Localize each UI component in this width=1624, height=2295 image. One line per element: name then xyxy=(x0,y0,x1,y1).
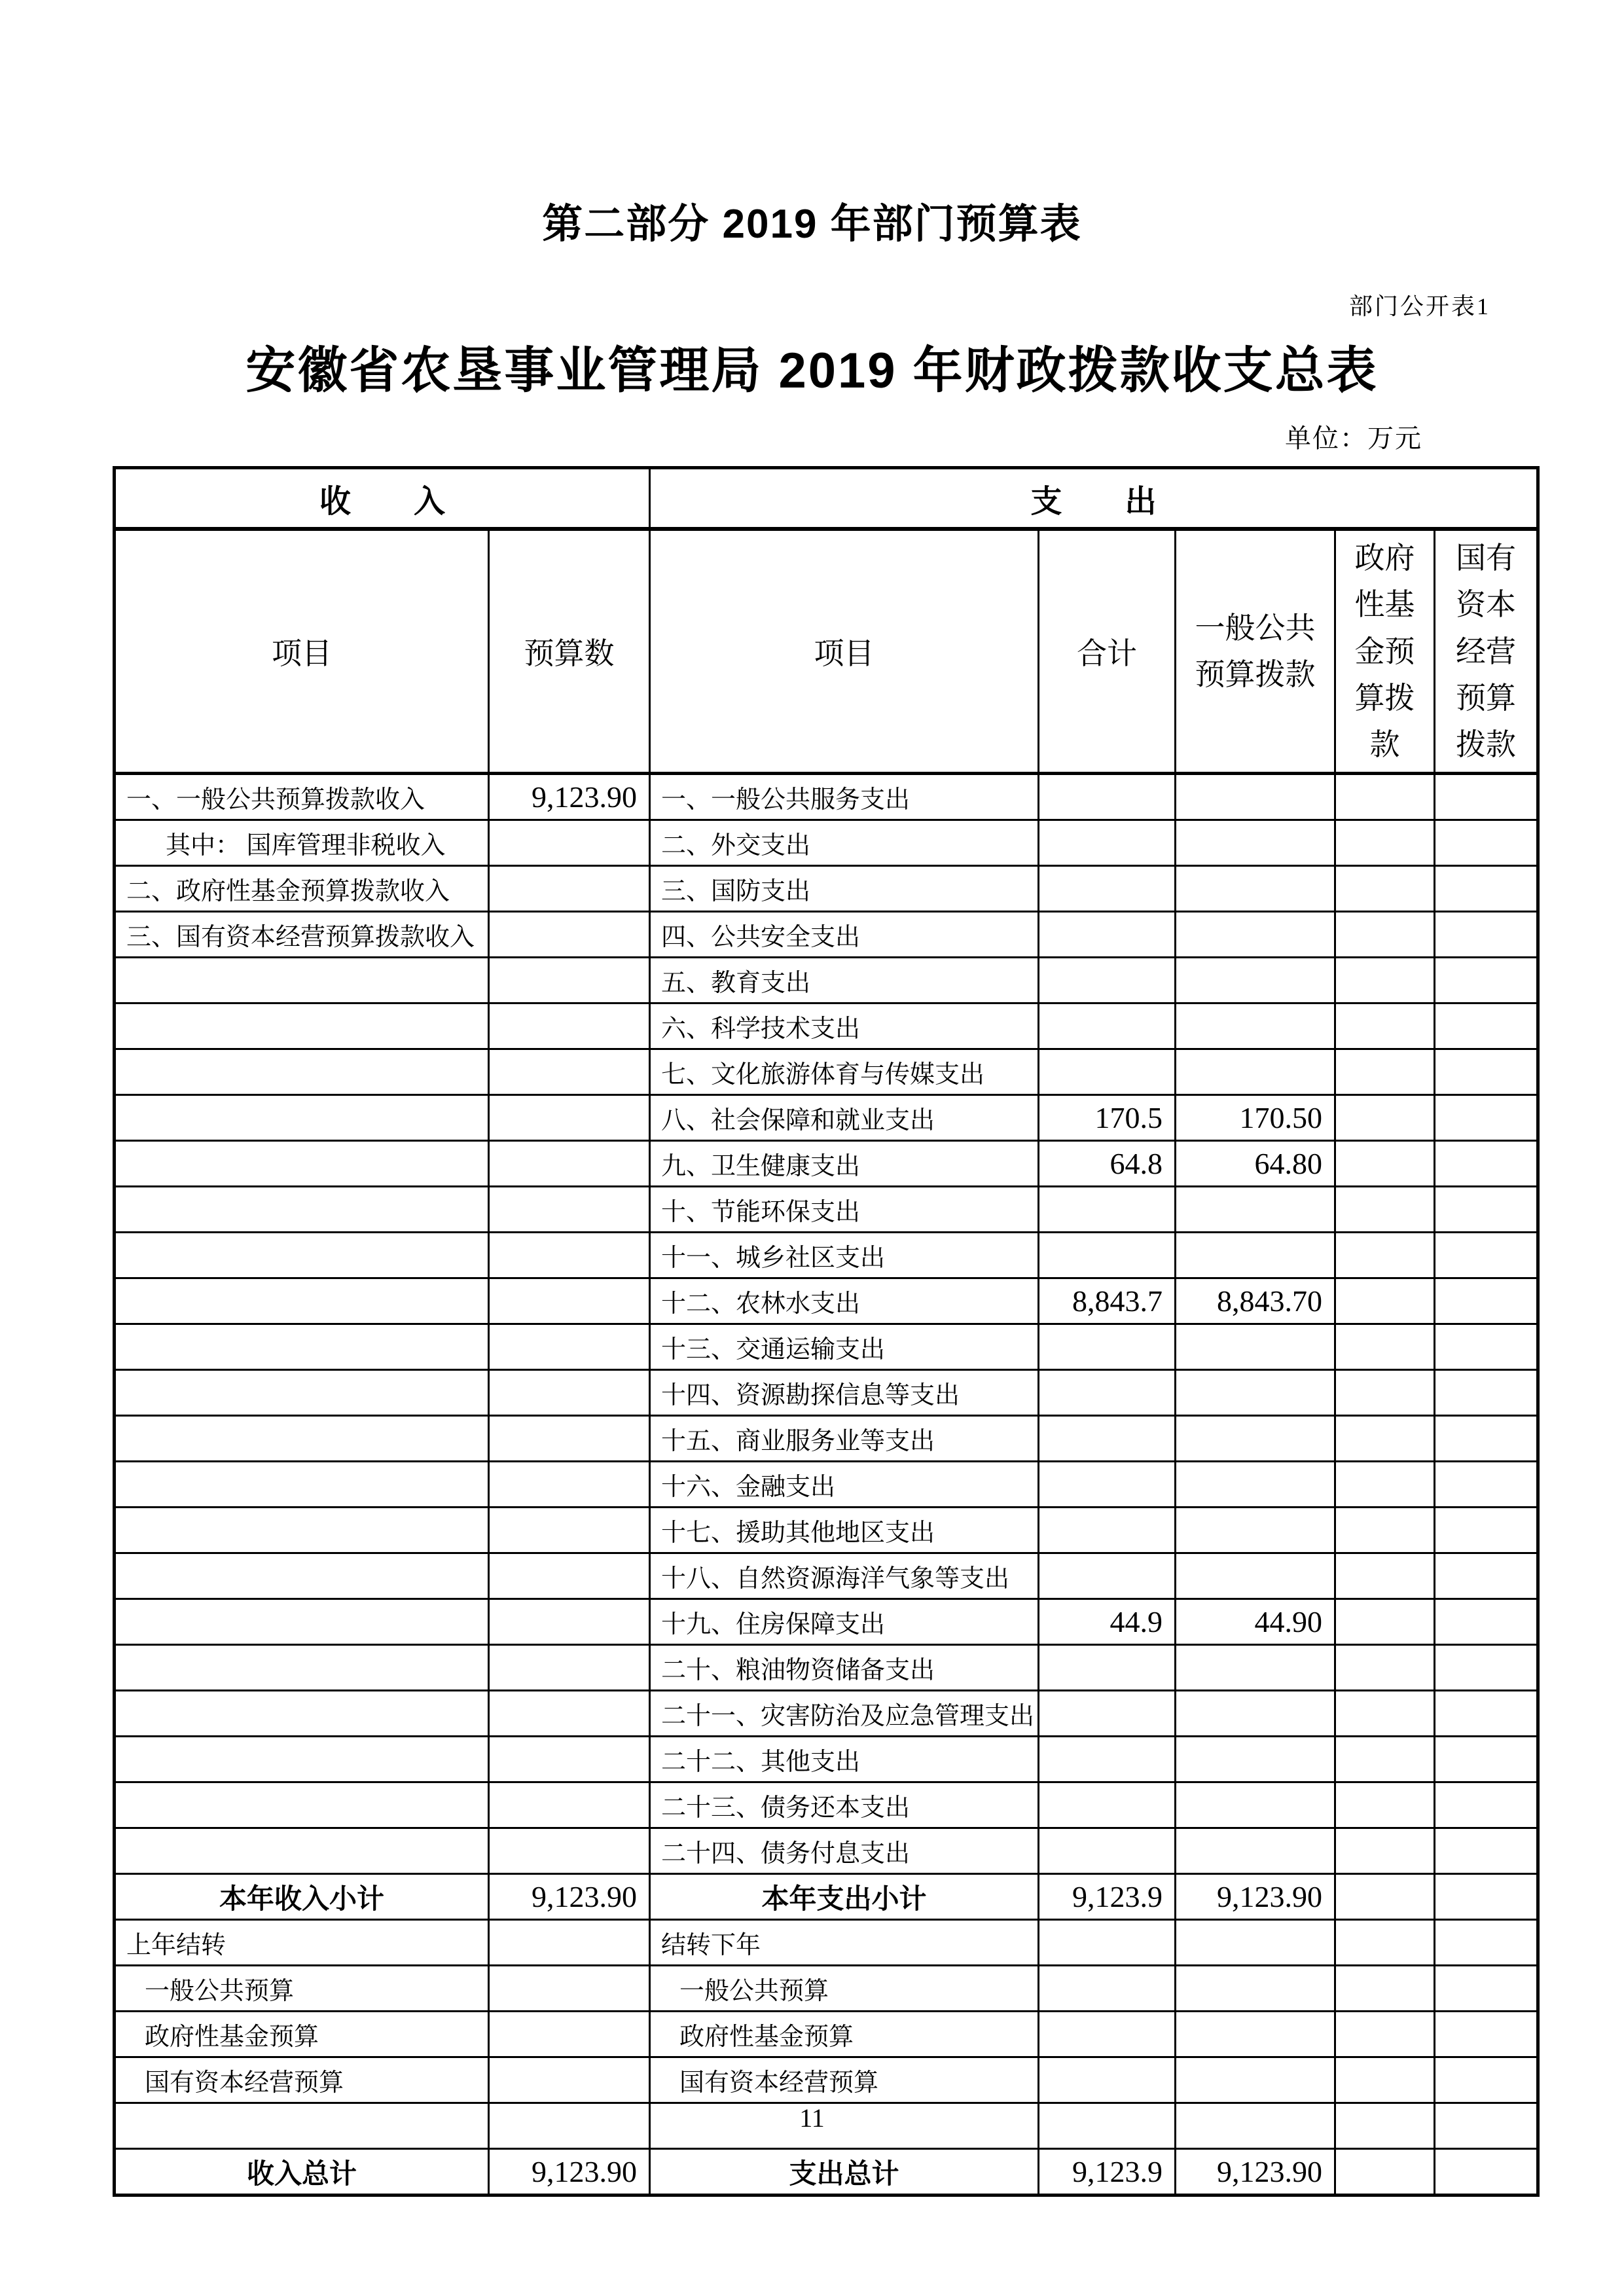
general-public-appropriation-cell: 8,843.70 xyxy=(1176,1278,1335,1324)
state-capital-appropriation-cell xyxy=(1435,1920,1538,1966)
state-capital-appropriation-cell xyxy=(1435,774,1538,820)
income-item-cell: 政府性基金预算 xyxy=(115,2012,489,2057)
table-row xyxy=(115,1553,1538,1599)
income-item-cell xyxy=(115,1416,489,1462)
government-fund-appropriation-cell xyxy=(1335,1095,1435,1141)
income-budget-cell xyxy=(489,1920,650,1966)
income-budget-cell xyxy=(489,1691,650,1737)
government-fund-appropriation-cell xyxy=(1335,1553,1435,1599)
table-row xyxy=(115,2057,1538,2103)
general-public-appropriation-cell xyxy=(1176,1828,1335,1874)
table-row xyxy=(115,1370,1538,1416)
expense-item-cell: 十九、住房保障支出 xyxy=(650,1599,1039,1645)
col-header-income-budget: 预算数 xyxy=(489,529,650,774)
general-public-appropriation-cell xyxy=(1176,1920,1335,1966)
government-fund-appropriation-cell xyxy=(1335,1874,1435,1920)
page-number: 11 xyxy=(799,2103,825,2133)
table-row xyxy=(115,1233,1538,1278)
state-capital-appropriation-cell xyxy=(1435,866,1538,912)
expense-item-cell: 二十一、灾害防治及应急管理支出 xyxy=(650,1691,1039,1737)
income-item-cell xyxy=(115,1828,489,1874)
table-row xyxy=(115,2012,1538,2057)
government-fund-appropriation-cell xyxy=(1335,1416,1435,1462)
income-budget-cell xyxy=(489,1003,650,1049)
income-budget-cell xyxy=(489,1233,650,1278)
state-capital-appropriation-cell xyxy=(1435,2057,1538,2103)
table-row xyxy=(115,1828,1538,1874)
government-fund-appropriation-cell xyxy=(1335,1187,1435,1233)
state-capital-appropriation-cell xyxy=(1435,1599,1538,1645)
income-budget-cell xyxy=(489,866,650,912)
income-budget-cell xyxy=(489,1828,650,1874)
table-row xyxy=(115,1187,1538,1233)
income-group-header: 收 入 xyxy=(115,468,650,530)
expense-total-cell: 44.9 xyxy=(1039,1599,1176,1645)
general-public-appropriation-cell: 64.80 xyxy=(1176,1141,1335,1187)
expense-total-cell: 8,843.7 xyxy=(1039,1278,1176,1324)
expense-item-cell: 十四、资源勘探信息等支出 xyxy=(650,1370,1039,1416)
income-budget-cell: 9,123.90 xyxy=(489,774,650,820)
expense-item-cell: 三、国防支出 xyxy=(650,866,1039,912)
government-fund-appropriation-cell xyxy=(1335,1003,1435,1049)
income-item-cell xyxy=(115,1095,489,1141)
expense-total-cell xyxy=(1039,820,1176,866)
general-public-appropriation-cell xyxy=(1176,1049,1335,1095)
table-row xyxy=(115,1324,1538,1370)
general-public-appropriation-cell xyxy=(1176,1324,1335,1370)
government-fund-appropriation-cell xyxy=(1335,912,1435,958)
table-row xyxy=(115,1920,1538,1966)
state-capital-appropriation-cell xyxy=(1435,1966,1538,2012)
income-item-cell xyxy=(115,1553,489,1599)
unit-note: 单位：万元 xyxy=(1285,424,1422,453)
state-capital-appropriation-cell xyxy=(1435,820,1538,866)
income-budget-cell xyxy=(489,2012,650,2057)
income-budget-cell: 9,123.90 xyxy=(489,2149,650,2196)
income-budget-cell xyxy=(489,1462,650,1508)
income-budget-cell xyxy=(489,958,650,1003)
general-public-appropriation-cell xyxy=(1176,1508,1335,1553)
table-row xyxy=(115,1508,1538,1553)
income-item-cell xyxy=(115,1141,489,1187)
government-fund-appropriation-cell xyxy=(1335,1462,1435,1508)
col-header-general-public-appropriation: 一般公共 预算拨款 xyxy=(1176,529,1335,774)
expense-group-header: 支 出 xyxy=(650,468,1538,530)
expense-item-cell: 国有资本经营预算 xyxy=(650,2057,1039,2103)
income-item-cell xyxy=(115,1645,489,1691)
general-public-appropriation-cell xyxy=(1176,1691,1335,1737)
general-public-appropriation-cell: 9,123.90 xyxy=(1176,2149,1335,2196)
general-public-appropriation-cell xyxy=(1176,1370,1335,1416)
state-capital-appropriation-cell xyxy=(1435,1049,1538,1095)
income-budget-cell xyxy=(489,1966,650,2012)
income-item-cell xyxy=(115,1599,489,1645)
expense-item-cell: 四、公共安全支出 xyxy=(650,912,1039,958)
table-row xyxy=(115,1691,1538,1737)
expense-total-cell xyxy=(1039,1645,1176,1691)
state-capital-appropriation-cell xyxy=(1435,958,1538,1003)
expense-item-cell: 八、社会保障和就业支出 xyxy=(650,1095,1039,1141)
state-capital-appropriation-cell xyxy=(1435,1370,1538,1416)
expense-item-cell: 政府性基金预算 xyxy=(650,2012,1039,2057)
income-item-cell: 本年收入小计 xyxy=(115,1874,489,1920)
income-item-cell xyxy=(115,1278,489,1324)
income-item-cell: 收入总计 xyxy=(115,2149,489,2196)
income-item-cell: 一般公共预算 xyxy=(115,1966,489,2012)
state-capital-appropriation-cell xyxy=(1435,1278,1538,1324)
expense-total-cell: 170.5 xyxy=(1039,1095,1176,1141)
expense-item-cell: 五、教育支出 xyxy=(650,958,1039,1003)
government-fund-appropriation-cell xyxy=(1335,958,1435,1003)
income-budget-cell xyxy=(489,1370,650,1416)
income-budget-cell xyxy=(489,2057,650,2103)
table-label: 部门公开表1 xyxy=(1348,293,1490,319)
government-fund-appropriation-cell xyxy=(1335,2012,1435,2057)
table-body xyxy=(115,774,1538,2196)
table-row xyxy=(115,1645,1538,1691)
expense-total-cell xyxy=(1039,2057,1176,2103)
general-public-appropriation-cell xyxy=(1176,1645,1335,1691)
general-public-appropriation-cell: 9,123.90 xyxy=(1176,1874,1335,1920)
government-fund-appropriation-cell xyxy=(1335,1645,1435,1691)
expense-total-cell xyxy=(1039,1828,1176,1874)
expense-item-cell: 一般公共预算 xyxy=(650,1966,1039,2012)
income-budget-cell xyxy=(489,1782,650,1828)
general-public-appropriation-cell xyxy=(1176,774,1335,820)
government-fund-appropriation-cell xyxy=(1335,1782,1435,1828)
expense-item-cell: 十三、交通运输支出 xyxy=(650,1324,1039,1370)
state-capital-appropriation-cell xyxy=(1435,1141,1538,1187)
income-budget-cell: 9,123.90 xyxy=(489,1874,650,1920)
expense-item-cell: 本年支出小计 xyxy=(650,1874,1039,1920)
expense-total-cell: 64.8 xyxy=(1039,1141,1176,1187)
table-row xyxy=(115,1095,1538,1141)
state-capital-appropriation-cell xyxy=(1435,1691,1538,1737)
table-row xyxy=(115,1874,1538,1920)
expense-item-cell: 结转下年 xyxy=(650,1920,1039,1966)
table-row xyxy=(115,2149,1538,2196)
expense-total-cell xyxy=(1039,1416,1176,1462)
general-public-appropriation-cell xyxy=(1176,958,1335,1003)
general-public-appropriation-cell xyxy=(1176,1462,1335,1508)
general-public-appropriation-cell xyxy=(1176,912,1335,958)
col-header-state-capital-appropriation: 国有资本经营预算拨款 xyxy=(1435,529,1538,774)
table-row xyxy=(115,1416,1538,1462)
expense-total-cell xyxy=(1039,1553,1176,1599)
general-public-appropriation-cell xyxy=(1176,1737,1335,1782)
state-capital-appropriation-cell xyxy=(1435,1416,1538,1462)
expense-total-cell xyxy=(1039,1324,1176,1370)
income-budget-cell xyxy=(489,912,650,958)
expense-total-cell xyxy=(1039,1508,1176,1553)
income-item-cell: 上年结转 xyxy=(115,1920,489,1966)
table-row xyxy=(115,866,1538,912)
expense-total-cell xyxy=(1039,1370,1176,1416)
col-header-government-fund-appropriation: 政府性基金预算拨款 xyxy=(1335,529,1435,774)
income-item-cell xyxy=(115,1233,489,1278)
income-budget-cell xyxy=(489,1141,650,1187)
expense-item-cell: 二、外交支出 xyxy=(650,820,1039,866)
table-row xyxy=(115,958,1538,1003)
state-capital-appropriation-cell xyxy=(1435,1645,1538,1691)
expense-total-cell xyxy=(1039,1782,1176,1828)
expense-total-cell xyxy=(1039,1737,1176,1782)
state-capital-appropriation-cell xyxy=(1435,1095,1538,1141)
income-item-cell xyxy=(115,1691,489,1737)
income-item-cell xyxy=(115,1462,489,1508)
income-item-cell xyxy=(115,1187,489,1233)
government-fund-appropriation-cell xyxy=(1335,1508,1435,1553)
expense-total-cell xyxy=(1039,1233,1176,1278)
col-header-expense-item: 项目 xyxy=(650,529,1039,774)
government-fund-appropriation-cell xyxy=(1335,820,1435,866)
table-row xyxy=(115,1003,1538,1049)
general-public-appropriation-cell xyxy=(1176,1003,1335,1049)
table-row xyxy=(115,1966,1538,2012)
income-budget-cell xyxy=(489,1049,650,1095)
expense-total-cell: 9,123.9 xyxy=(1039,2149,1176,2196)
general-public-appropriation-cell: 170.50 xyxy=(1176,1095,1335,1141)
state-capital-appropriation-cell xyxy=(1435,1782,1538,1828)
income-item-cell: 三、国有资本经营预算拨款收入 xyxy=(115,912,489,958)
expense-item-cell: 九、卫生健康支出 xyxy=(650,1141,1039,1187)
table-row xyxy=(115,1049,1538,1095)
state-capital-appropriation-cell xyxy=(1435,1003,1538,1049)
state-capital-appropriation-cell xyxy=(1435,1553,1538,1599)
income-item-cell xyxy=(115,1324,489,1370)
government-fund-appropriation-cell xyxy=(1335,1233,1435,1278)
income-budget-cell xyxy=(489,1416,650,1462)
expense-item-cell: 十、节能环保支出 xyxy=(650,1187,1039,1233)
general-public-appropriation-cell xyxy=(1176,1966,1335,2012)
state-capital-appropriation-cell xyxy=(1435,1233,1538,1278)
income-budget-cell xyxy=(489,1553,650,1599)
expense-total-cell xyxy=(1039,958,1176,1003)
expense-item-cell: 十七、援助其他地区支出 xyxy=(650,1508,1039,1553)
government-fund-appropriation-cell xyxy=(1335,1920,1435,1966)
government-fund-appropriation-cell xyxy=(1335,1828,1435,1874)
expense-total-cell xyxy=(1039,774,1176,820)
government-fund-appropriation-cell xyxy=(1335,1599,1435,1645)
state-capital-appropriation-cell xyxy=(1435,2149,1538,2196)
income-item-cell: 二、政府性基金预算拨款收入 xyxy=(115,866,489,912)
expense-item-cell: 支出总计 xyxy=(650,2149,1039,2196)
general-public-appropriation-cell: 44.90 xyxy=(1176,1599,1335,1645)
government-fund-appropriation-cell xyxy=(1335,1737,1435,1782)
government-fund-appropriation-cell xyxy=(1335,2057,1435,2103)
table-row xyxy=(115,1462,1538,1508)
income-budget-cell xyxy=(489,1508,650,1553)
government-fund-appropriation-cell xyxy=(1335,774,1435,820)
government-fund-appropriation-cell xyxy=(1335,2149,1435,2196)
expense-item-cell: 六、科学技术支出 xyxy=(650,1003,1039,1049)
government-fund-appropriation-cell xyxy=(1335,1141,1435,1187)
income-item-cell xyxy=(115,958,489,1003)
table-row xyxy=(115,912,1538,958)
expense-item-cell: 二十二、其他支出 xyxy=(650,1737,1039,1782)
general-public-appropriation-cell xyxy=(1176,1233,1335,1278)
state-capital-appropriation-cell xyxy=(1435,1462,1538,1508)
expense-item-cell: 二十三、债务还本支出 xyxy=(650,1782,1039,1828)
government-fund-appropriation-cell xyxy=(1335,866,1435,912)
income-item-cell xyxy=(115,1782,489,1828)
expense-item-cell: 十六、金融支出 xyxy=(650,1462,1039,1508)
state-capital-appropriation-cell xyxy=(1435,1874,1538,1920)
general-public-appropriation-cell xyxy=(1176,866,1335,912)
table-row xyxy=(115,1141,1538,1187)
expense-total-cell xyxy=(1039,866,1176,912)
expense-item-cell: 二十、粮油物资储备支出 xyxy=(650,1645,1039,1691)
state-capital-appropriation-cell xyxy=(1435,2012,1538,2057)
expense-item-cell: 十一、城乡社区支出 xyxy=(650,1233,1039,1278)
state-capital-appropriation-cell xyxy=(1435,912,1538,958)
income-item-cell: 其中： 国库管理非税收入 xyxy=(115,820,489,866)
income-budget-cell xyxy=(489,1599,650,1645)
state-capital-appropriation-cell xyxy=(1435,1828,1538,1874)
expense-item-cell: 十二、农林水支出 xyxy=(650,1278,1039,1324)
document-title: 安徽省农垦事业管理局 2019 年财政拨款收支总表 xyxy=(245,343,1379,399)
expense-item-cell: 十八、自然资源海洋气象等支出 xyxy=(650,1553,1039,1599)
table-row xyxy=(115,1737,1538,1782)
expense-total-cell xyxy=(1039,1920,1176,1966)
income-budget-cell xyxy=(489,1324,650,1370)
col-header-expense-total: 合计 xyxy=(1039,529,1176,774)
expense-total-cell xyxy=(1039,1691,1176,1737)
group-header-row xyxy=(115,468,1538,530)
income-item-cell xyxy=(115,1049,489,1095)
income-budget-cell xyxy=(489,1645,650,1691)
table-row xyxy=(115,1599,1538,1645)
state-capital-appropriation-cell xyxy=(1435,1737,1538,1782)
expense-item-cell: 七、文化旅游体育与传媒支出 xyxy=(650,1049,1039,1095)
section-title: 第二部分 2019 年部门预算表 xyxy=(542,202,1082,247)
general-public-appropriation-cell xyxy=(1176,1782,1335,1828)
income-item-cell xyxy=(115,1508,489,1553)
state-capital-appropriation-cell xyxy=(1435,1508,1538,1553)
expense-total-cell: 9,123.9 xyxy=(1039,1874,1176,1920)
table-row xyxy=(115,1782,1538,1828)
expense-total-cell xyxy=(1039,1049,1176,1095)
expense-total-cell xyxy=(1039,1187,1176,1233)
expense-total-cell xyxy=(1039,1003,1176,1049)
expense-item-cell: 二十四、债务付息支出 xyxy=(650,1828,1039,1874)
expense-item-cell: 十五、商业服务业等支出 xyxy=(650,1416,1039,1462)
government-fund-appropriation-cell xyxy=(1335,1324,1435,1370)
general-public-appropriation-cell xyxy=(1176,1187,1335,1233)
government-fund-appropriation-cell xyxy=(1335,1966,1435,2012)
income-budget-cell xyxy=(489,1278,650,1324)
income-budget-cell xyxy=(489,1095,650,1141)
state-capital-appropriation-cell xyxy=(1435,1187,1538,1233)
income-budget-cell xyxy=(489,1737,650,1782)
general-public-appropriation-cell xyxy=(1176,1553,1335,1599)
expense-total-cell xyxy=(1039,1966,1176,2012)
government-fund-appropriation-cell xyxy=(1335,1049,1435,1095)
income-budget-cell xyxy=(489,820,650,866)
table-row xyxy=(115,774,1538,820)
general-public-appropriation-cell xyxy=(1176,2057,1335,2103)
general-public-appropriation-cell xyxy=(1176,820,1335,866)
income-item-cell xyxy=(115,1370,489,1416)
government-fund-appropriation-cell xyxy=(1335,1278,1435,1324)
state-capital-appropriation-cell xyxy=(1435,1324,1538,1370)
col-header-income-item: 项目 xyxy=(115,529,489,774)
expense-total-cell xyxy=(1039,912,1176,958)
government-fund-appropriation-cell xyxy=(1335,1370,1435,1416)
income-item-cell: 国有资本经营预算 xyxy=(115,2057,489,2103)
general-public-appropriation-cell xyxy=(1176,2012,1335,2057)
general-public-appropriation-cell xyxy=(1176,1416,1335,1462)
expense-item-cell: 一、一般公共服务支出 xyxy=(650,774,1039,820)
income-budget-cell xyxy=(489,1187,650,1233)
expense-total-cell xyxy=(1039,2012,1176,2057)
budget-table xyxy=(113,466,1540,2197)
table-row xyxy=(115,1278,1538,1324)
income-item-cell xyxy=(115,1003,489,1049)
income-item-cell xyxy=(115,1737,489,1782)
column-header-row xyxy=(115,529,1538,774)
table-row xyxy=(115,820,1538,866)
government-fund-appropriation-cell xyxy=(1335,1691,1435,1737)
expense-total-cell xyxy=(1039,1462,1176,1508)
income-item-cell: 一、一般公共预算拨款收入 xyxy=(115,774,489,820)
